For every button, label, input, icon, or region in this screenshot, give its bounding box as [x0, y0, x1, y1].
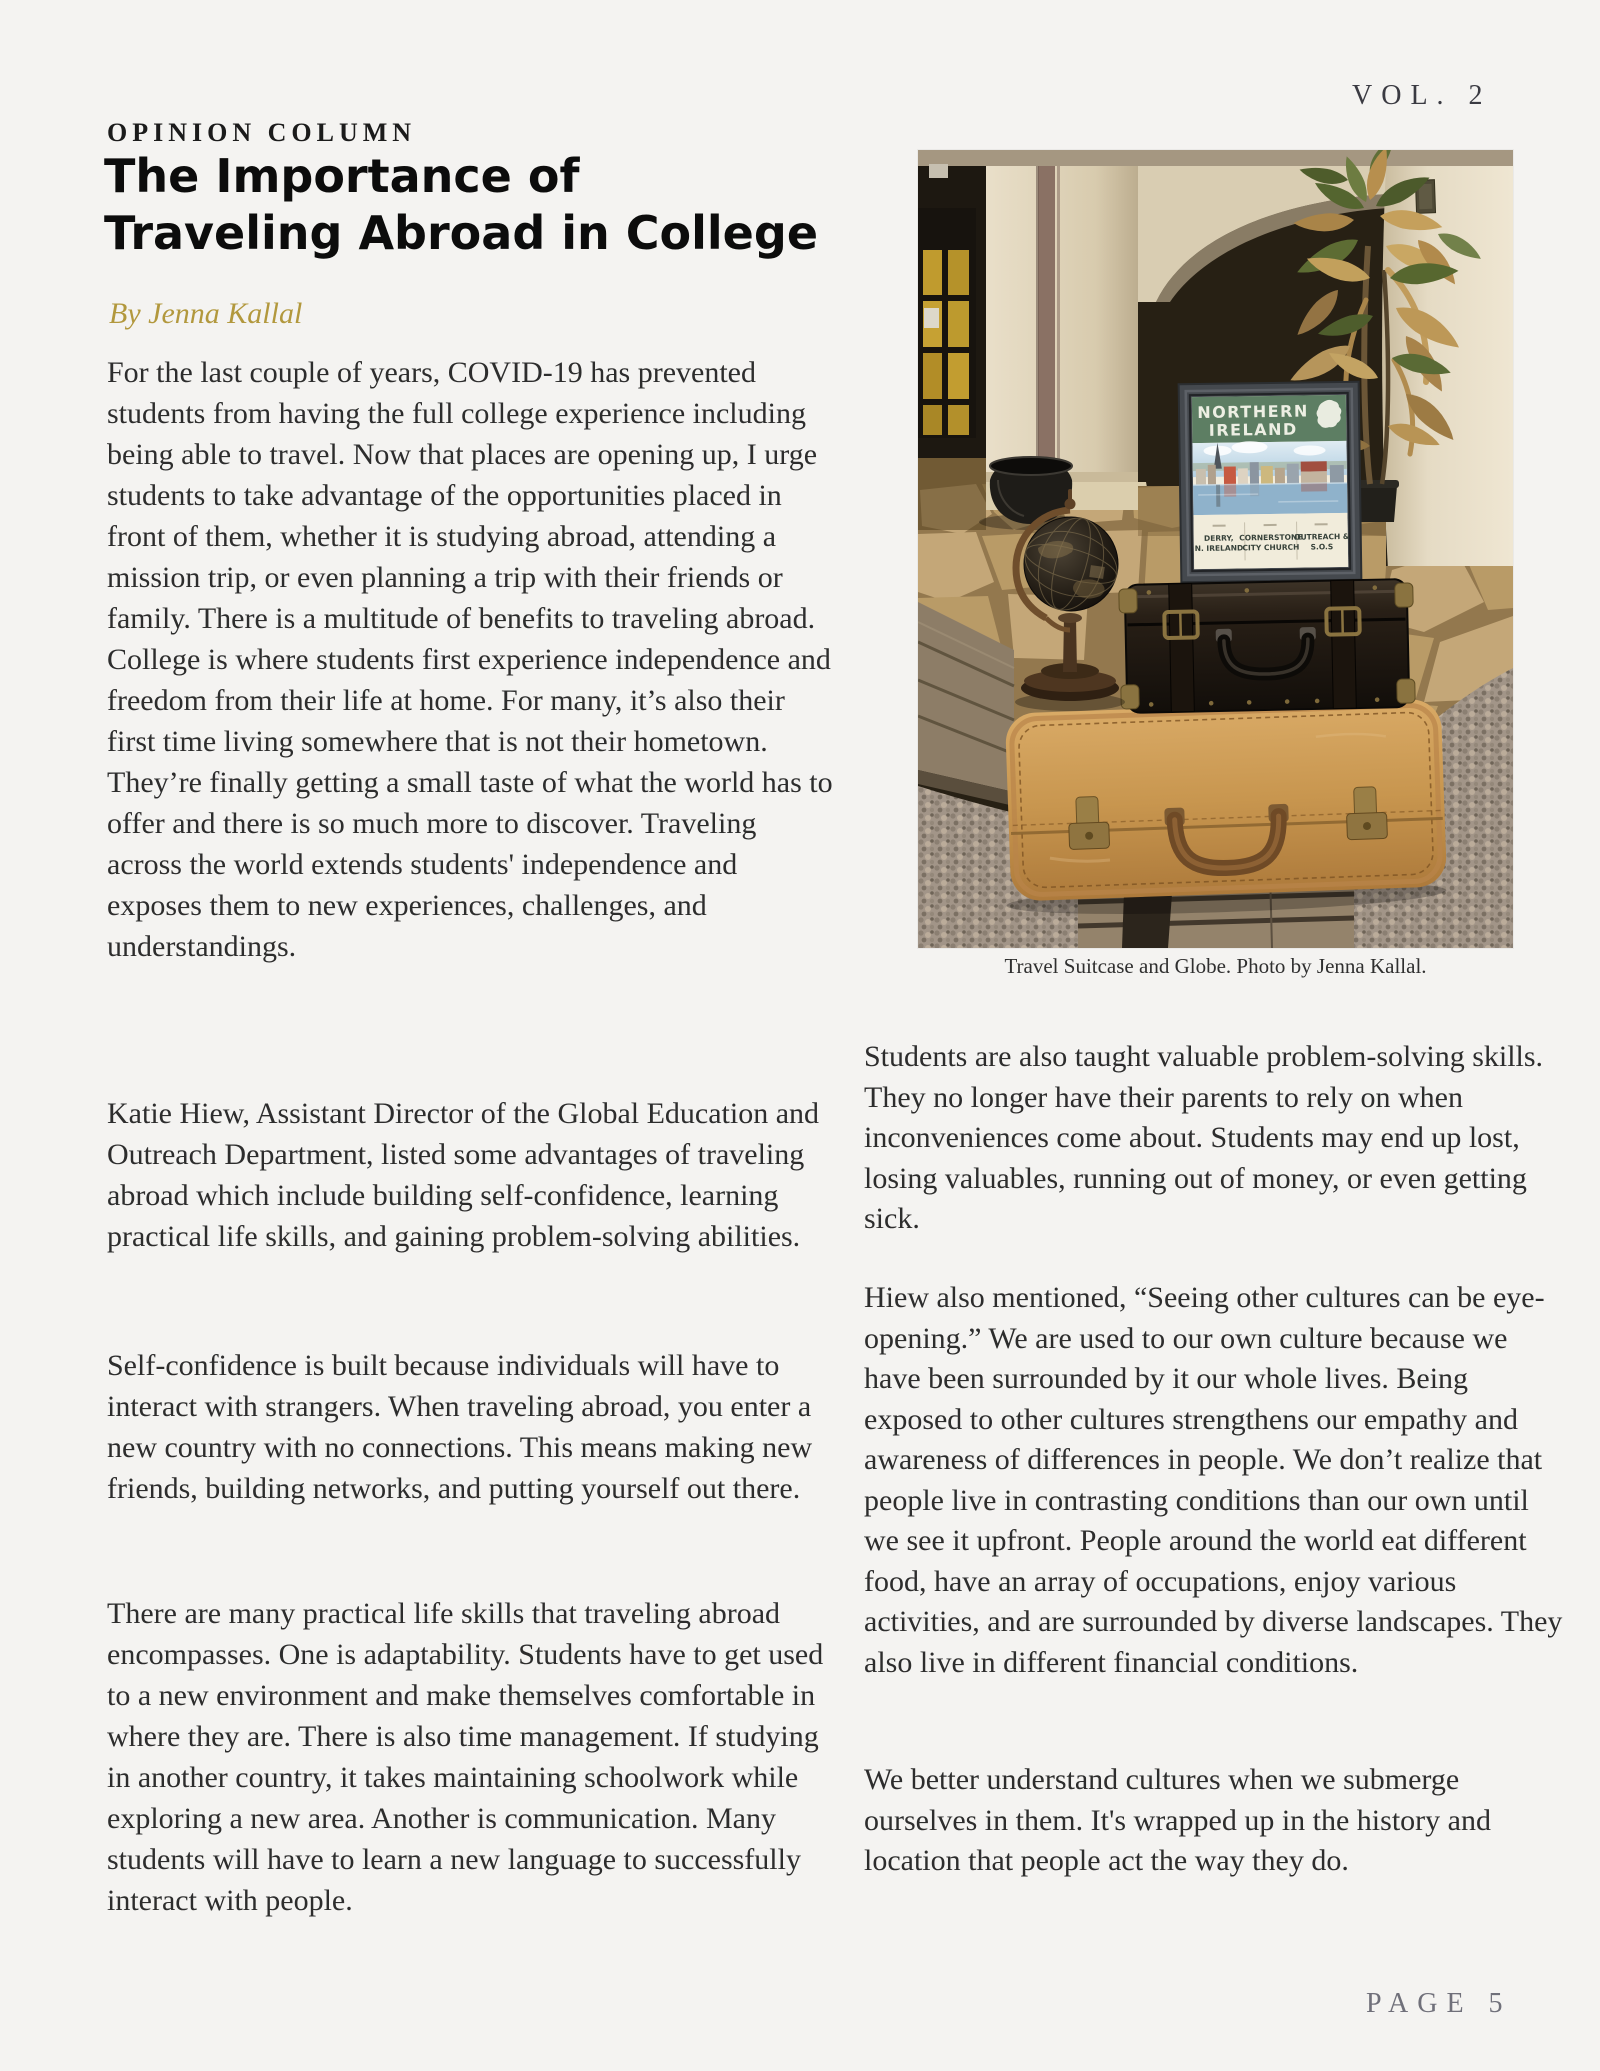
poster-col2-line2: CITY CHURCH	[1242, 542, 1300, 553]
left-paragraph-2: Katie Hiew, Assistant Director of the Global Education and Outreach Department, listed some advantages of traveling abroad which include building self-confidence, learning practical life skills, and gaining problem-solving abilities.	[107, 1097, 820, 1253]
poster-col2-line1: CORNERSTONE	[1239, 532, 1303, 543]
article-title	[104, 148, 818, 262]
poster-frame	[1179, 382, 1362, 582]
poster-col1-line2: N. IRELAND	[1194, 543, 1244, 554]
poster-footer	[1193, 513, 1350, 569]
right-paragraph-3: We better understand cultures when we submerge ourselves in them. It's wrapped up in the history and location that people act the way they do.	[864, 1763, 1491, 1877]
poster-col3-line2: S.O.S	[1310, 542, 1334, 552]
poster-title-line1: NORTHERN	[1197, 401, 1309, 423]
poster-col1-line1: DERRY,	[1203, 533, 1234, 543]
trunk-strap-right	[1331, 580, 1357, 708]
travel-photo-illustration	[918, 150, 1513, 948]
page-number: PAGE 5	[1366, 1988, 1512, 2019]
article-title-line1: The Importance of	[104, 149, 580, 203]
article-title-line2: Traveling Abroad in College	[104, 206, 819, 260]
byline: By Jenna Kallal	[109, 297, 303, 330]
right-paragraph-1: Students are also taught valuable problem-solving skills. They no longer have their parents to rely on when inconveniences come about. Students may end up lost, losing valuables, running out of money, or even getting sick.	[864, 1040, 1544, 1235]
black-trunk	[1119, 579, 1416, 713]
poster-col3-line1: OUTREACH &	[1294, 531, 1350, 542]
tan-suitcase	[1000, 698, 1448, 919]
section-kicker: OPINION COLUMN	[107, 118, 417, 147]
poster-city-scene	[1192, 440, 1347, 515]
left-paragraph-3: Self-confidence is built because individuals will have to interact with strangers. When traveling abroad, you enter a new country with no connections. This means making new friends, building networks, and putting yourself out there.	[107, 1349, 813, 1505]
switch-plate	[929, 164, 948, 178]
door-sign	[924, 308, 939, 328]
left-paragraph-4: There are many practical life skills that traveling abroad encompasses. One is adaptability. Students have to get used to a new environment and make themselves comfortable in where they are. There is also time management. If studying in another country, it takes maintaining schoolwork while exploring a new area. Another is communication. Many students will have to learn a new language to successfully interact with people.	[107, 1597, 824, 1917]
travel-photo	[918, 150, 1513, 948]
yellow-door	[918, 208, 976, 438]
photo-top-beam	[918, 150, 1513, 166]
volume-label: VOL. 2	[1352, 80, 1492, 111]
poster-title-line2: IRELAND	[1208, 419, 1298, 440]
right-paragraph-2: Hiew also mentioned, “Seeing other cultures can be eye-opening.” We are used to our own culture because we have been surrounded by it our whole lives. Being exposed to other cultures strengthens our empathy and awareness of differences in people. We don’t realize that people live in contrasting conditions than our own until we see it upfront. People around the world eat different food, have an array of occupations, enjoy various activities, and are surrounded by diverse landscapes. They also live in different financial conditions.	[864, 1281, 1563, 1679]
trunk-strap-left	[1169, 584, 1195, 712]
left-paragraph-1: For the last couple of years, COVID-19 has prevented students from having the full college experience including being able to travel. Now that places are opening up, I urge students to take advantage of the opportunities placed in front of them, whether it is studying abroad, attending a mission trip, or even planning a trip with their friends or family. There is a multitude of benefits to traveling abroad. College is where students first experience independence and freedom from their life at home. For many, it’s also their first time living somewhere that is not their hometown. They’re finally getting a small taste of what the world has to offer and there is so much more to discover. Traveling across the world extends students' independence and exposes them to new experiences, challenges, and understandings.	[107, 356, 833, 963]
photo-caption: Travel Suitcase and Globe. Photo by Jenna Kallal.	[1004, 954, 1427, 978]
